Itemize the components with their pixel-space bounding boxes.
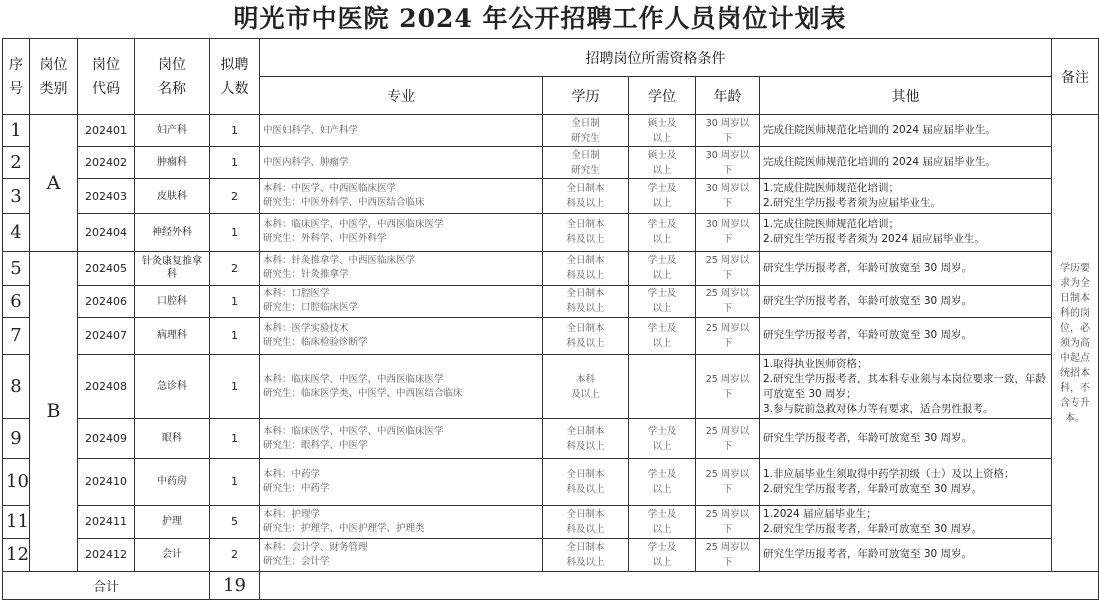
age-cell: 30 周岁以 下 — [696, 115, 760, 147]
code-cell: 202409 — [78, 419, 135, 459]
age-cell: 25 周岁以 下 — [696, 505, 760, 538]
remark-cell: 学历要求为全日制本科的岗位，必须为高中起点统招本科，不含专升本。 — [1052, 115, 1099, 572]
degree-cell: 学士及 以上 — [629, 505, 696, 538]
count-cell: 1 — [210, 419, 260, 459]
seq-cell: 10 — [3, 459, 30, 505]
education-cell: 全日制 研究生 — [543, 147, 629, 179]
header-degree: 学位 — [629, 77, 696, 115]
code-cell: 202407 — [78, 317, 135, 354]
other-cell: 1.完成住院医师规范化培训； 2.研究生学历报考者须为应届毕业生。 — [760, 179, 1052, 213]
major-cell: 本科：护理学 研究生：护理学、中医护理学、护理类 — [260, 505, 543, 538]
name-cell: 急诊科 — [135, 355, 210, 419]
name-cell: 肿瘤科 — [135, 147, 210, 179]
education-cell: 全日制本 科及以上 — [543, 179, 629, 213]
age-cell: 25 周岁以 下 — [696, 251, 760, 285]
header-education: 学历 — [543, 77, 629, 115]
major-cell: 中医内科学、肿瘤学 — [260, 147, 543, 179]
name-cell: 中药房 — [135, 459, 210, 505]
header-major: 专业 — [260, 77, 543, 115]
count-cell: 1 — [210, 355, 260, 419]
table-row — [3, 419, 1099, 459]
major-cell: 本科：临床医学、中医学、中西医临床医学 研究生：外科学、中医外科学 — [260, 213, 543, 251]
code-cell: 202408 — [78, 355, 135, 419]
other-cell: 研究生学历报考者，年龄可放宽至 30 周岁。 — [760, 251, 1052, 285]
name-cell: 会计 — [135, 538, 210, 571]
header-other: 其他 — [760, 77, 1052, 115]
degree-cell: 硕士及 以上 — [629, 115, 696, 147]
name-cell: 神经外科 — [135, 213, 210, 251]
other-cell: 研究生学历报考者，年龄可放宽至 30 周岁。 — [760, 285, 1052, 317]
seq-cell: 11 — [3, 505, 30, 538]
degree-cell: 学士及 以上 — [629, 251, 696, 285]
degree-cell: 学士及 以上 — [629, 285, 696, 317]
name-cell: 口腔科 — [135, 285, 210, 317]
code-cell: 202411 — [78, 505, 135, 538]
other-cell: 1.完成住院医师规范化培训； 2.研究生学历报考者须为 2024 届应届毕业生。 — [760, 213, 1052, 251]
table-row — [3, 115, 1099, 147]
header-conditions: 招聘岗位所需资格条件 — [260, 39, 1052, 77]
age-cell: 25 周岁以 下 — [696, 285, 760, 317]
name-cell: 针灸康复推拿科 — [135, 251, 210, 285]
degree-cell: 学士及 以上 — [629, 538, 696, 571]
name-cell: 眼科 — [135, 419, 210, 459]
code-cell: 202405 — [78, 251, 135, 285]
seq-cell: 5 — [3, 251, 30, 285]
header-age: 年龄 — [696, 77, 760, 115]
age-cell: 30 周岁以 下 — [696, 179, 760, 213]
other-cell: 1.取得执业医师资格； 2.研究生学历报考者，其本科专业须与本岗位要求一致，年龄可放宽至 30 周岁； 3.参与院前急救对体力等有要求，适合男性报考。 — [760, 355, 1052, 419]
code-cell: 202403 — [78, 179, 135, 213]
age-cell: 25 周岁以 下 — [696, 459, 760, 505]
code-cell: 202406 — [78, 285, 135, 317]
recruitment-table — [2, 38, 1099, 600]
major-cell: 本科：针灸推拿学、中西医临床医学 研究生：针灸推拿学 — [260, 251, 543, 285]
other-cell: 研究生学历报考者，年龄可放宽至 30 周岁。 — [760, 419, 1052, 459]
code-cell: 202412 — [78, 538, 135, 571]
education-cell: 全日制本 科及以上 — [543, 459, 629, 505]
seq-cell: 8 — [3, 355, 30, 419]
degree-cell: 学士及 以上 — [629, 459, 696, 505]
seq-cell: 9 — [3, 419, 30, 459]
table-row — [3, 459, 1099, 505]
code-cell: 202401 — [78, 115, 135, 147]
count-cell: 2 — [210, 179, 260, 213]
degree-cell — [629, 355, 696, 419]
header-count: 拟聘 人数 — [210, 39, 260, 115]
degree-cell: 学士及 以上 — [629, 317, 696, 354]
code-cell: 202402 — [78, 147, 135, 179]
age-cell: 25 周岁以 下 — [696, 317, 760, 354]
degree-cell: 学士及 以上 — [629, 419, 696, 459]
count-cell: 2 — [210, 251, 260, 285]
page-title: 明光市中医院 2024 年公开招聘工作人员岗位计划表 — [233, 4, 847, 33]
other-cell: 完成住院医师规范化培训的 2024 届应届毕业生。 — [760, 147, 1052, 179]
header-name: 岗位 名称 — [135, 39, 210, 115]
count-cell: 1 — [210, 285, 260, 317]
count-cell: 5 — [210, 505, 260, 538]
seq-cell: 12 — [3, 538, 30, 571]
code-cell: 202404 — [78, 213, 135, 251]
table-row — [3, 317, 1099, 354]
education-cell: 全日制本 科及以上 — [543, 285, 629, 317]
age-cell: 30 周岁以 下 — [696, 213, 760, 251]
age-cell: 30 周岁以 下 — [696, 147, 760, 179]
header-remark: 备注 — [1052, 39, 1099, 115]
education-cell: 全日制本 科及以上 — [543, 538, 629, 571]
seq-cell: 3 — [3, 179, 30, 213]
other-cell: 1.非应届毕业生须取得中药学初级（士）及以上资格； 2.研究生学历报考者，年龄可放宽至 30 周岁。 — [760, 459, 1052, 505]
major-cell: 中医妇科学、妇产科学 — [260, 115, 543, 147]
education-cell: 全日制本 科及以上 — [543, 317, 629, 354]
table-row — [3, 179, 1099, 213]
education-cell: 全日制本 科及以上 — [543, 213, 629, 251]
education-cell: 全日制本 科及以上 — [543, 505, 629, 538]
table-row — [3, 538, 1099, 571]
seq-cell: 4 — [3, 213, 30, 251]
header-code: 岗位 代码 — [78, 39, 135, 115]
seq-cell: 2 — [3, 147, 30, 179]
seq-cell: 1 — [3, 115, 30, 147]
table-row — [3, 251, 1099, 285]
name-cell: 病理科 — [135, 317, 210, 354]
major-cell: 本科：口腔医学 研究生：口腔临床医学 — [260, 285, 543, 317]
name-cell: 皮肤科 — [135, 179, 210, 213]
total-blank — [260, 571, 1099, 599]
degree-cell: 学士及 以上 — [629, 179, 696, 213]
category-cell: B — [30, 251, 78, 571]
count-cell: 1 — [210, 459, 260, 505]
degree-cell: 硕士及 以上 — [629, 147, 696, 179]
age-cell: 25 周岁以 下 — [696, 419, 760, 459]
age-cell: 25 周岁以 下 — [696, 538, 760, 571]
count-cell: 1 — [210, 115, 260, 147]
education-cell: 全日制本 科及以上 — [543, 419, 629, 459]
code-cell: 202410 — [78, 459, 135, 505]
seq-cell: 7 — [3, 317, 30, 354]
table-row — [3, 147, 1099, 179]
total-row — [3, 571, 1099, 599]
name-cell: 妇产科 — [135, 115, 210, 147]
other-cell: 1.2024 届应届毕业生； 2.研究生学历报考者，年龄可放宽至 30 周岁。 — [760, 505, 1052, 538]
total-label: 合计 — [3, 571, 210, 599]
header-seq: 序 号 — [3, 39, 30, 115]
table-row — [3, 355, 1099, 419]
other-cell: 研究生学历报考者，年龄可放宽至 30 周岁。 — [760, 538, 1052, 571]
major-cell: 本科：中药学 研究生：中药学 — [260, 459, 543, 505]
total-value: 19 — [210, 571, 260, 599]
category-cell: A — [30, 115, 78, 251]
education-cell: 全日制 研究生 — [543, 115, 629, 147]
table-row — [3, 213, 1099, 251]
other-cell: 研究生学历报考者，年龄可放宽至 30 周岁。 — [760, 317, 1052, 354]
degree-cell: 学士及 以上 — [629, 213, 696, 251]
count-cell: 1 — [210, 147, 260, 179]
major-cell: 本科：医学实验技术 研究生：临床检验诊断学 — [260, 317, 543, 354]
table-row — [3, 505, 1099, 538]
count-cell: 1 — [210, 317, 260, 354]
education-cell: 全日制本 科及以上 — [543, 251, 629, 285]
major-cell: 本科：临床医学、中医学、中西医临床医学 研究生：眼科学、中医学 — [260, 419, 543, 459]
count-cell: 1 — [210, 213, 260, 251]
table-row — [3, 285, 1099, 317]
header-category: 岗位 类别 — [30, 39, 78, 115]
major-cell: 本科：中医学、中西医临床医学 研究生：中医外科学、中西医结合临床 — [260, 179, 543, 213]
major-cell: 本科：临床医学、中医学、中西医临床医学 研究生：临床医学类、中医学、中西医结合临床 — [260, 355, 543, 419]
major-cell: 本科：会计学、财务管理 研究生：会计学 — [260, 538, 543, 571]
age-cell: 25 周岁以 下 — [696, 355, 760, 419]
seq-cell: 6 — [3, 285, 30, 317]
count-cell: 2 — [210, 538, 260, 571]
other-cell: 完成住院医师规范化培训的 2024 届应届毕业生。 — [760, 115, 1052, 147]
education-cell: 本科 及以上 — [543, 355, 629, 419]
name-cell: 护理 — [135, 505, 210, 538]
